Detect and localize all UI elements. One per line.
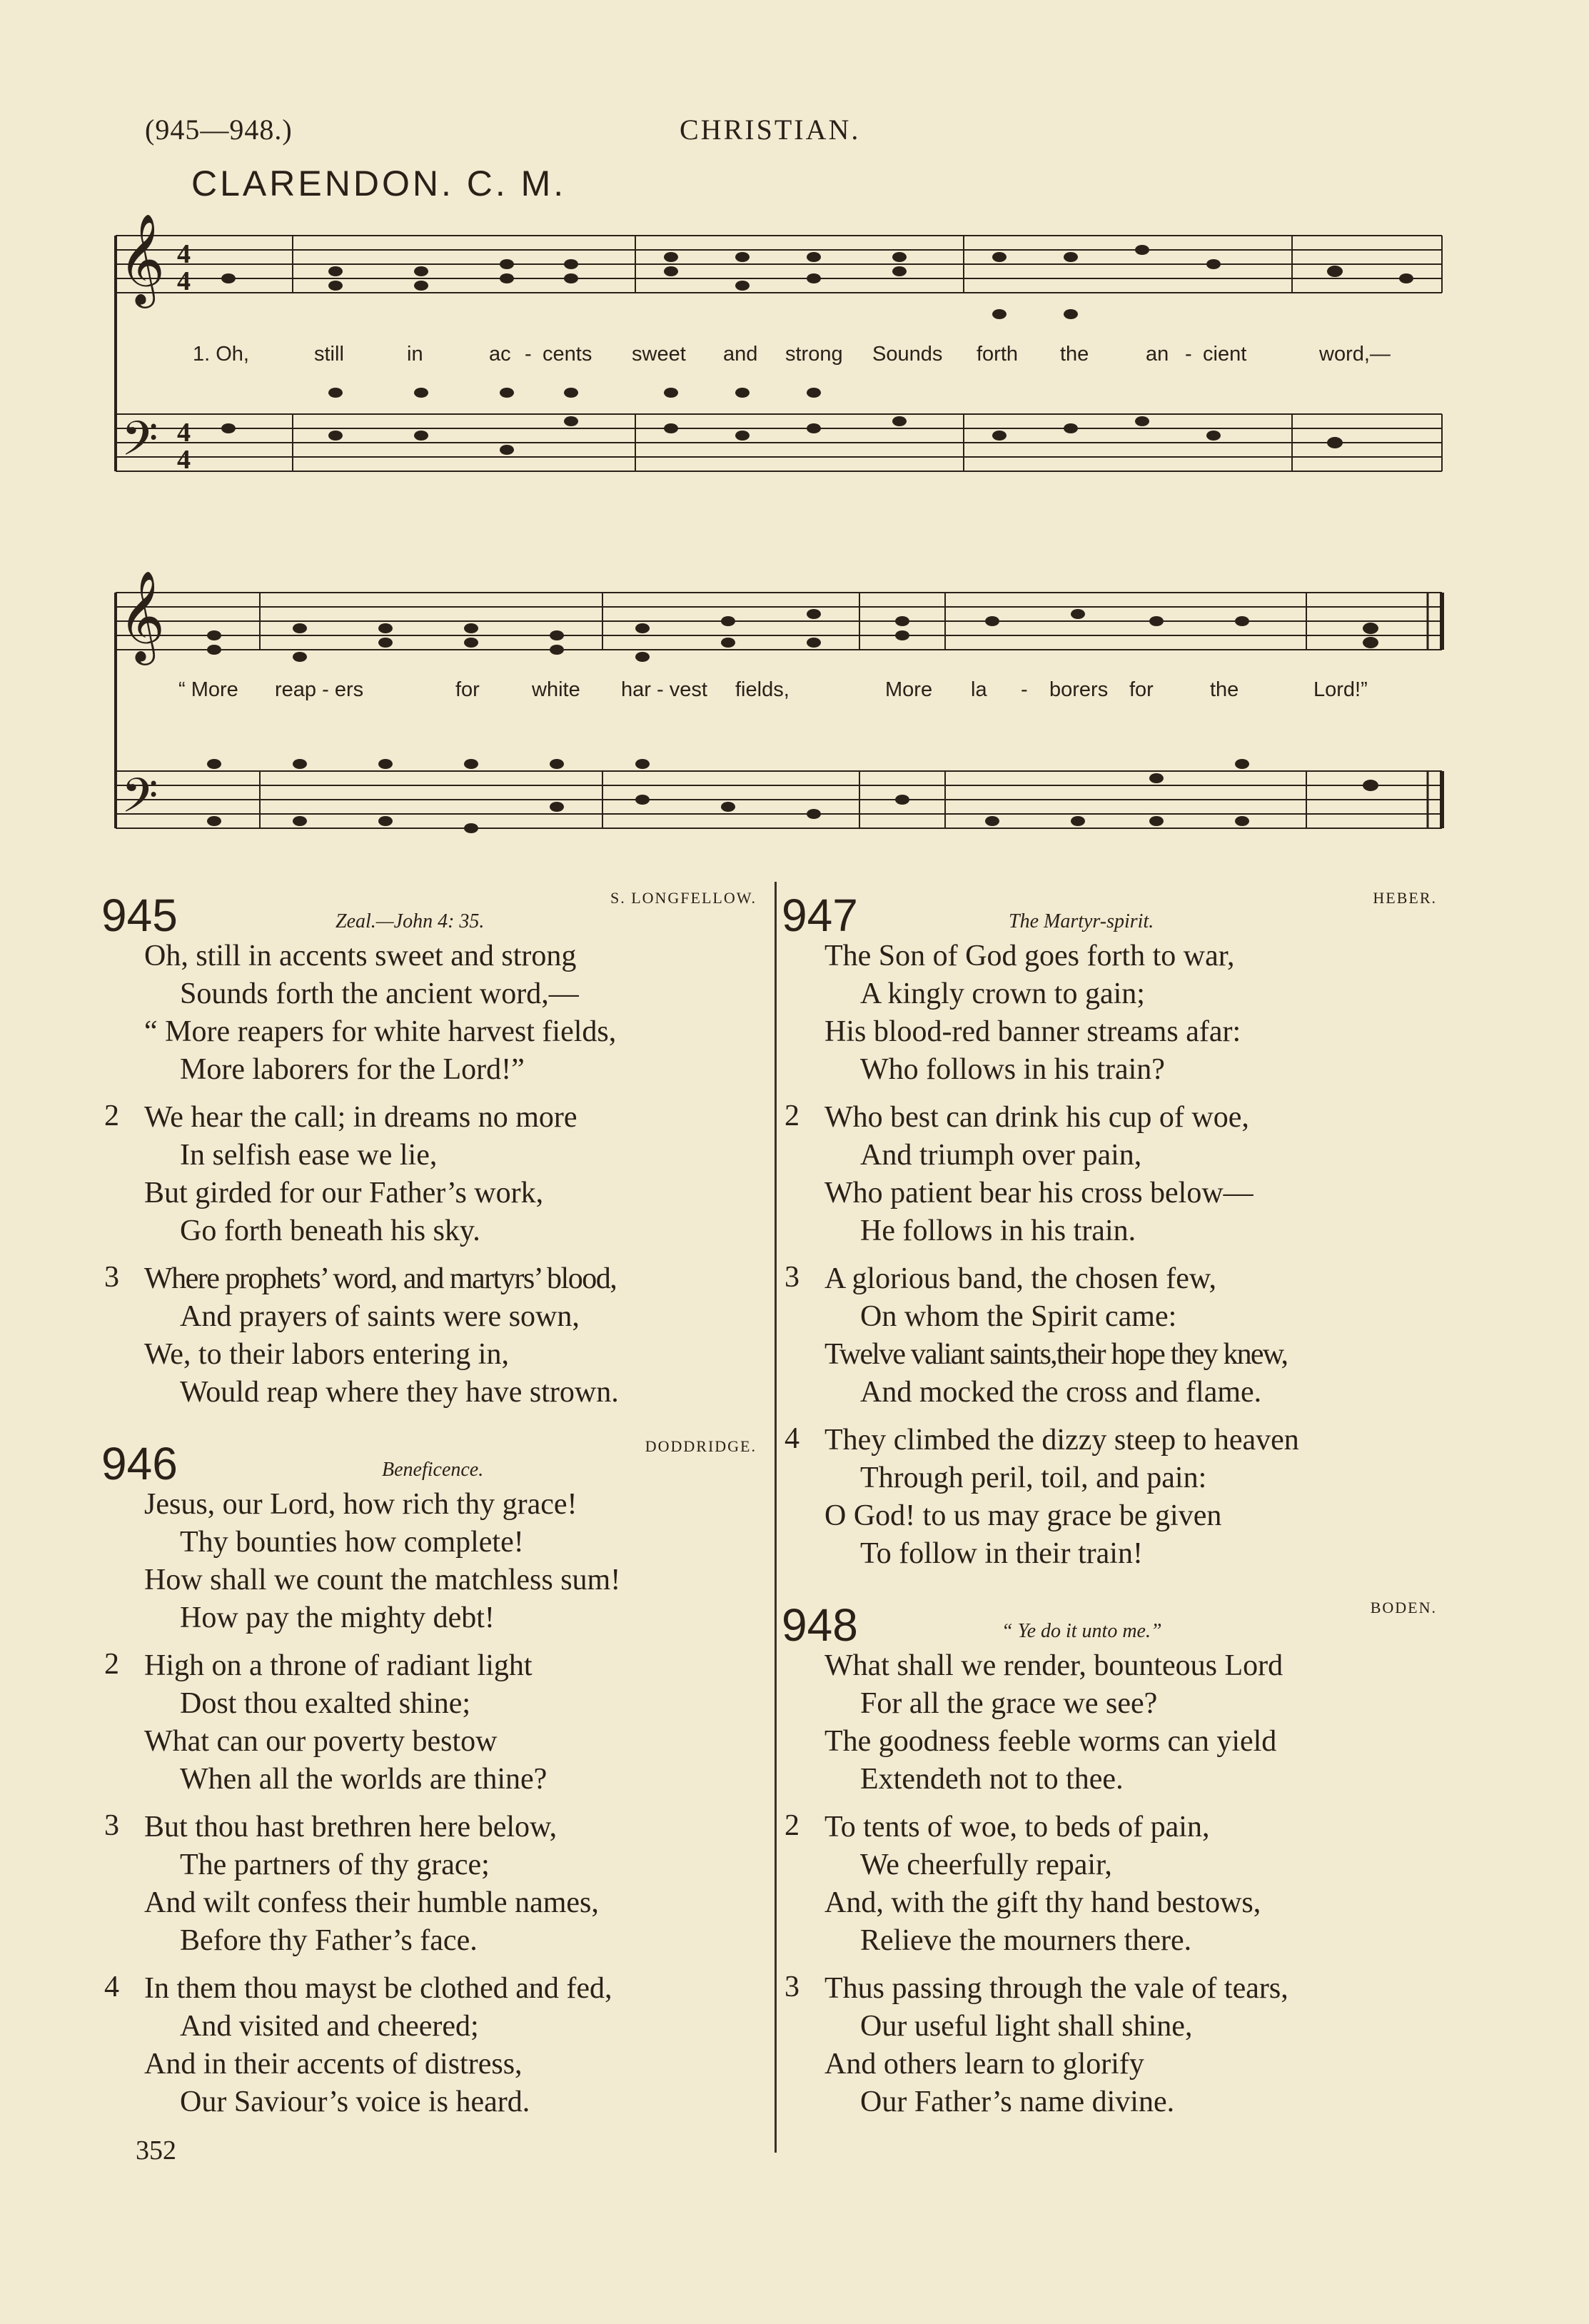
stanza (780, 937, 1444, 1089)
hymn-subject: Beneficence. (382, 1459, 484, 1481)
svg-text:4: 4 (177, 418, 191, 448)
hymn-number: 947 (782, 890, 858, 941)
verse-line: Who patient bear his cross below— (824, 1177, 1253, 1209)
lyric-syllable: in (407, 343, 423, 366)
svg-text:𝄢: 𝄢 (121, 768, 158, 835)
stanza (780, 1099, 1444, 1250)
stanza-number: 2 (785, 1809, 799, 1842)
svg-text:4: 4 (177, 239, 191, 269)
verse-line: He follows in his train. (860, 1214, 1136, 1247)
verse-line: Sounds forth the ancient word,— (180, 977, 579, 1010)
verse-line: His blood-red banner streams afar: (824, 1015, 1241, 1048)
lyric-syllable: “ More (178, 678, 238, 701)
lyric-syllable: the (1060, 343, 1089, 366)
verse-line: In selfish ease we lie, (180, 1139, 438, 1172)
lyric-syllable: har (621, 678, 651, 701)
music-system-2 (100, 550, 1449, 871)
hymn-author: HEBER. (1373, 889, 1437, 907)
verse-line: Thy bounties how complete! (180, 1526, 524, 1559)
lyric-syllable: la (971, 678, 987, 701)
verse-line: And visited and cheered; (180, 2010, 479, 2043)
verse-line: What can our poverty bestow (144, 1725, 498, 1758)
verse-line: And mocked the cross and flame. (860, 1376, 1262, 1409)
section-title: CHRISTIAN. (680, 114, 861, 146)
stanza (780, 1809, 1444, 1960)
hymn-946 (100, 1437, 764, 2121)
verse-line: Our Father’s name divine. (860, 2086, 1175, 2118)
lyric-syllable: More (885, 678, 933, 701)
verse-line: Jesus, our Lord, how rich thy grace! (144, 1488, 577, 1521)
stanza (100, 1260, 764, 1412)
stanza-number: 3 (785, 1261, 799, 1294)
lyric-syllable: sweet (632, 343, 686, 366)
verse-line: Go forth beneath his sky. (180, 1214, 480, 1247)
score-staves-1 (100, 214, 1449, 514)
verse-line: And in their accents of distress, (144, 2048, 523, 2081)
svg-text:4: 4 (177, 266, 191, 296)
lyric-syllable: forth (977, 343, 1019, 366)
verse-line: What shall we render, bounteous Lord (824, 1649, 1283, 1682)
hymn-number: 945 (101, 890, 178, 941)
stanza-number: 2 (785, 1100, 799, 1132)
lyric-syllable: - (525, 343, 532, 366)
hymn-subject: “ Ye do it unto me.” (1002, 1620, 1162, 1642)
verse-line: Extendeth not to thee. (860, 1763, 1124, 1796)
lyric-syllable: - (1021, 678, 1028, 701)
lyric-syllable: cents (543, 343, 592, 366)
verse-line: Through peril, toil, and pain: (860, 1462, 1207, 1494)
stanza (100, 1486, 764, 1637)
stanza-number: 3 (104, 1809, 119, 1842)
verse-line: When all the worlds are thine? (180, 1763, 548, 1796)
verse-line: And others learn to glorify (824, 2048, 1144, 2081)
verse-line: Who best can drink his cup of woe, (824, 1101, 1249, 1134)
stanza (780, 1647, 1444, 1799)
stanza (780, 1422, 1444, 1573)
svg-text:𝄞: 𝄞 (118, 214, 166, 304)
verse-line: How shall we count the matchless sum! (144, 1564, 621, 1596)
stanza (100, 1647, 764, 1799)
stanza-number: 2 (104, 1100, 119, 1132)
lyric-syllable: borers (1049, 678, 1109, 701)
verse-line: Who follows in his train? (860, 1053, 1165, 1086)
verse-line: Before thy Father’s face. (180, 1924, 478, 1957)
verse-line: On whom the Spirit came: (860, 1300, 1177, 1333)
lyric-syllable: - (1185, 343, 1192, 366)
verse-line: To tents of woe, to beds of pain, (824, 1811, 1210, 1843)
verse-line: Would reap where they have strown. (180, 1376, 619, 1409)
verse-line: And, with the gift thy hand bestows, (824, 1886, 1261, 1919)
verse-line: And triumph over pain, (860, 1139, 1142, 1172)
verse-line: Our useful light shall shine, (860, 2010, 1193, 2043)
score-staves-2 (100, 550, 1449, 871)
lyric-syllable: - vest (657, 678, 707, 701)
page-number: 352 (136, 2136, 176, 2165)
lyric-syllable: white (532, 678, 580, 701)
verse-line: Twelve valiant saints,their hope they knew, (824, 1338, 1288, 1371)
verse-line: Dost thou exalted shine; (180, 1687, 471, 1720)
verse-line: More laborers for the Lord!” (180, 1053, 525, 1086)
verse-line: O God! to us may grace be given (824, 1499, 1222, 1532)
lyric-syllable: and (723, 343, 758, 366)
column-divider (775, 882, 777, 2153)
verse-line: Oh, still in accents sweet and strong (144, 940, 577, 972)
lyric-syllable: reap - ers (275, 678, 364, 701)
lyric-syllable: ac (489, 343, 511, 366)
tune-title: CLARENDON. C. M. (191, 164, 567, 203)
verse-line: And prayers of saints were sown, (180, 1300, 580, 1333)
lyric-syllable: for (1129, 678, 1154, 701)
hymn-author: BODEN. (1370, 1599, 1437, 1616)
lyric-syllable: strong (785, 343, 843, 366)
hymn-author: S. LONGFELLOW. (610, 889, 757, 907)
hymn-947 (780, 889, 1444, 1573)
verse-line: And wilt confess their humble names, (144, 1886, 599, 1919)
verse-line: To follow in their train! (860, 1537, 1143, 1570)
hymn-range: (945—948.) (145, 114, 293, 146)
stanza (100, 1809, 764, 1960)
stanza-number: 4 (785, 1422, 799, 1455)
verse-line: Relieve the mourners there. (860, 1924, 1192, 1957)
stanza (780, 1260, 1444, 1412)
hymn-subject: Zeal.—John 4: 35. (336, 910, 485, 932)
verse-line: Where prophets’ word, and martyrs’ blood, (144, 1262, 617, 1295)
right-column (780, 889, 1444, 2147)
verse-line: The goodness feeble worms can yield (824, 1725, 1277, 1758)
verse-line: A kingly crown to gain; (860, 977, 1145, 1010)
verse-line: For all the grace we see? (860, 1687, 1158, 1720)
lyric-syllable: the (1210, 678, 1239, 701)
stanza-number: 2 (104, 1648, 119, 1681)
stanza (100, 1099, 764, 1250)
verse-line: We cheerfully repair, (860, 1848, 1112, 1881)
hymn-subject: The Martyr-spirit. (1009, 910, 1154, 932)
stanza (100, 937, 764, 1089)
stanza-number: 3 (785, 1971, 799, 2003)
verse-line: We, to their labors entering in, (144, 1338, 509, 1371)
lyric-syllable: word,— (1319, 343, 1391, 366)
verse-line: In them thou mayst be clothed and fed, (144, 1972, 612, 2005)
verse-line: Our Saviour’s voice is heard. (180, 2086, 530, 2118)
hymn-number: 946 (101, 1438, 178, 1489)
verse-line: The partners of thy grace; (180, 1848, 490, 1881)
hymn-author: DODDRIDGE. (645, 1437, 757, 1455)
lyric-syllable: still (314, 343, 344, 366)
music-system-1 (100, 214, 1449, 514)
stanza (780, 1970, 1444, 2121)
verse-line: Thus passing through the vale of tears, (824, 1972, 1288, 2005)
verse-line: They climbed the dizzy steep to heaven (824, 1424, 1299, 1457)
hymn-948 (780, 1599, 1444, 2121)
verse-line: A glorious band, the chosen few, (824, 1262, 1216, 1295)
verse-line: High on a throne of radiant light (144, 1649, 533, 1682)
hymn-945 (100, 889, 764, 1412)
svg-text:𝄞: 𝄞 (118, 570, 166, 661)
lyric-syllable: fields, (735, 678, 790, 701)
lyric-syllable: an (1146, 343, 1169, 366)
lyric-syllable: for (455, 678, 480, 701)
left-column (100, 889, 764, 2147)
verse-line: But thou hast brethren here below, (144, 1811, 558, 1843)
verse-line: The Son of God goes forth to war, (824, 940, 1235, 972)
hymn-number: 948 (782, 1599, 858, 1651)
stanza-number: 4 (104, 1971, 119, 2003)
verse-line: We hear the call; in dreams no more (144, 1101, 577, 1134)
verse-line: But girded for our Father’s work, (144, 1177, 544, 1209)
verse-line: How pay the mighty debt! (180, 1601, 495, 1634)
stanza (100, 1970, 764, 2121)
verse-line: “ More reapers for white harvest fields, (144, 1015, 617, 1048)
lyric-syllable: Sounds (872, 343, 943, 366)
svg-text:𝄢: 𝄢 (121, 411, 158, 478)
svg-text:4: 4 (177, 445, 191, 475)
lyric-syllable: cient (1203, 343, 1247, 366)
stanza-number: 3 (104, 1261, 119, 1294)
lyric-syllable: 1. Oh, (193, 343, 249, 366)
lyric-syllable: Lord!” (1313, 678, 1368, 701)
